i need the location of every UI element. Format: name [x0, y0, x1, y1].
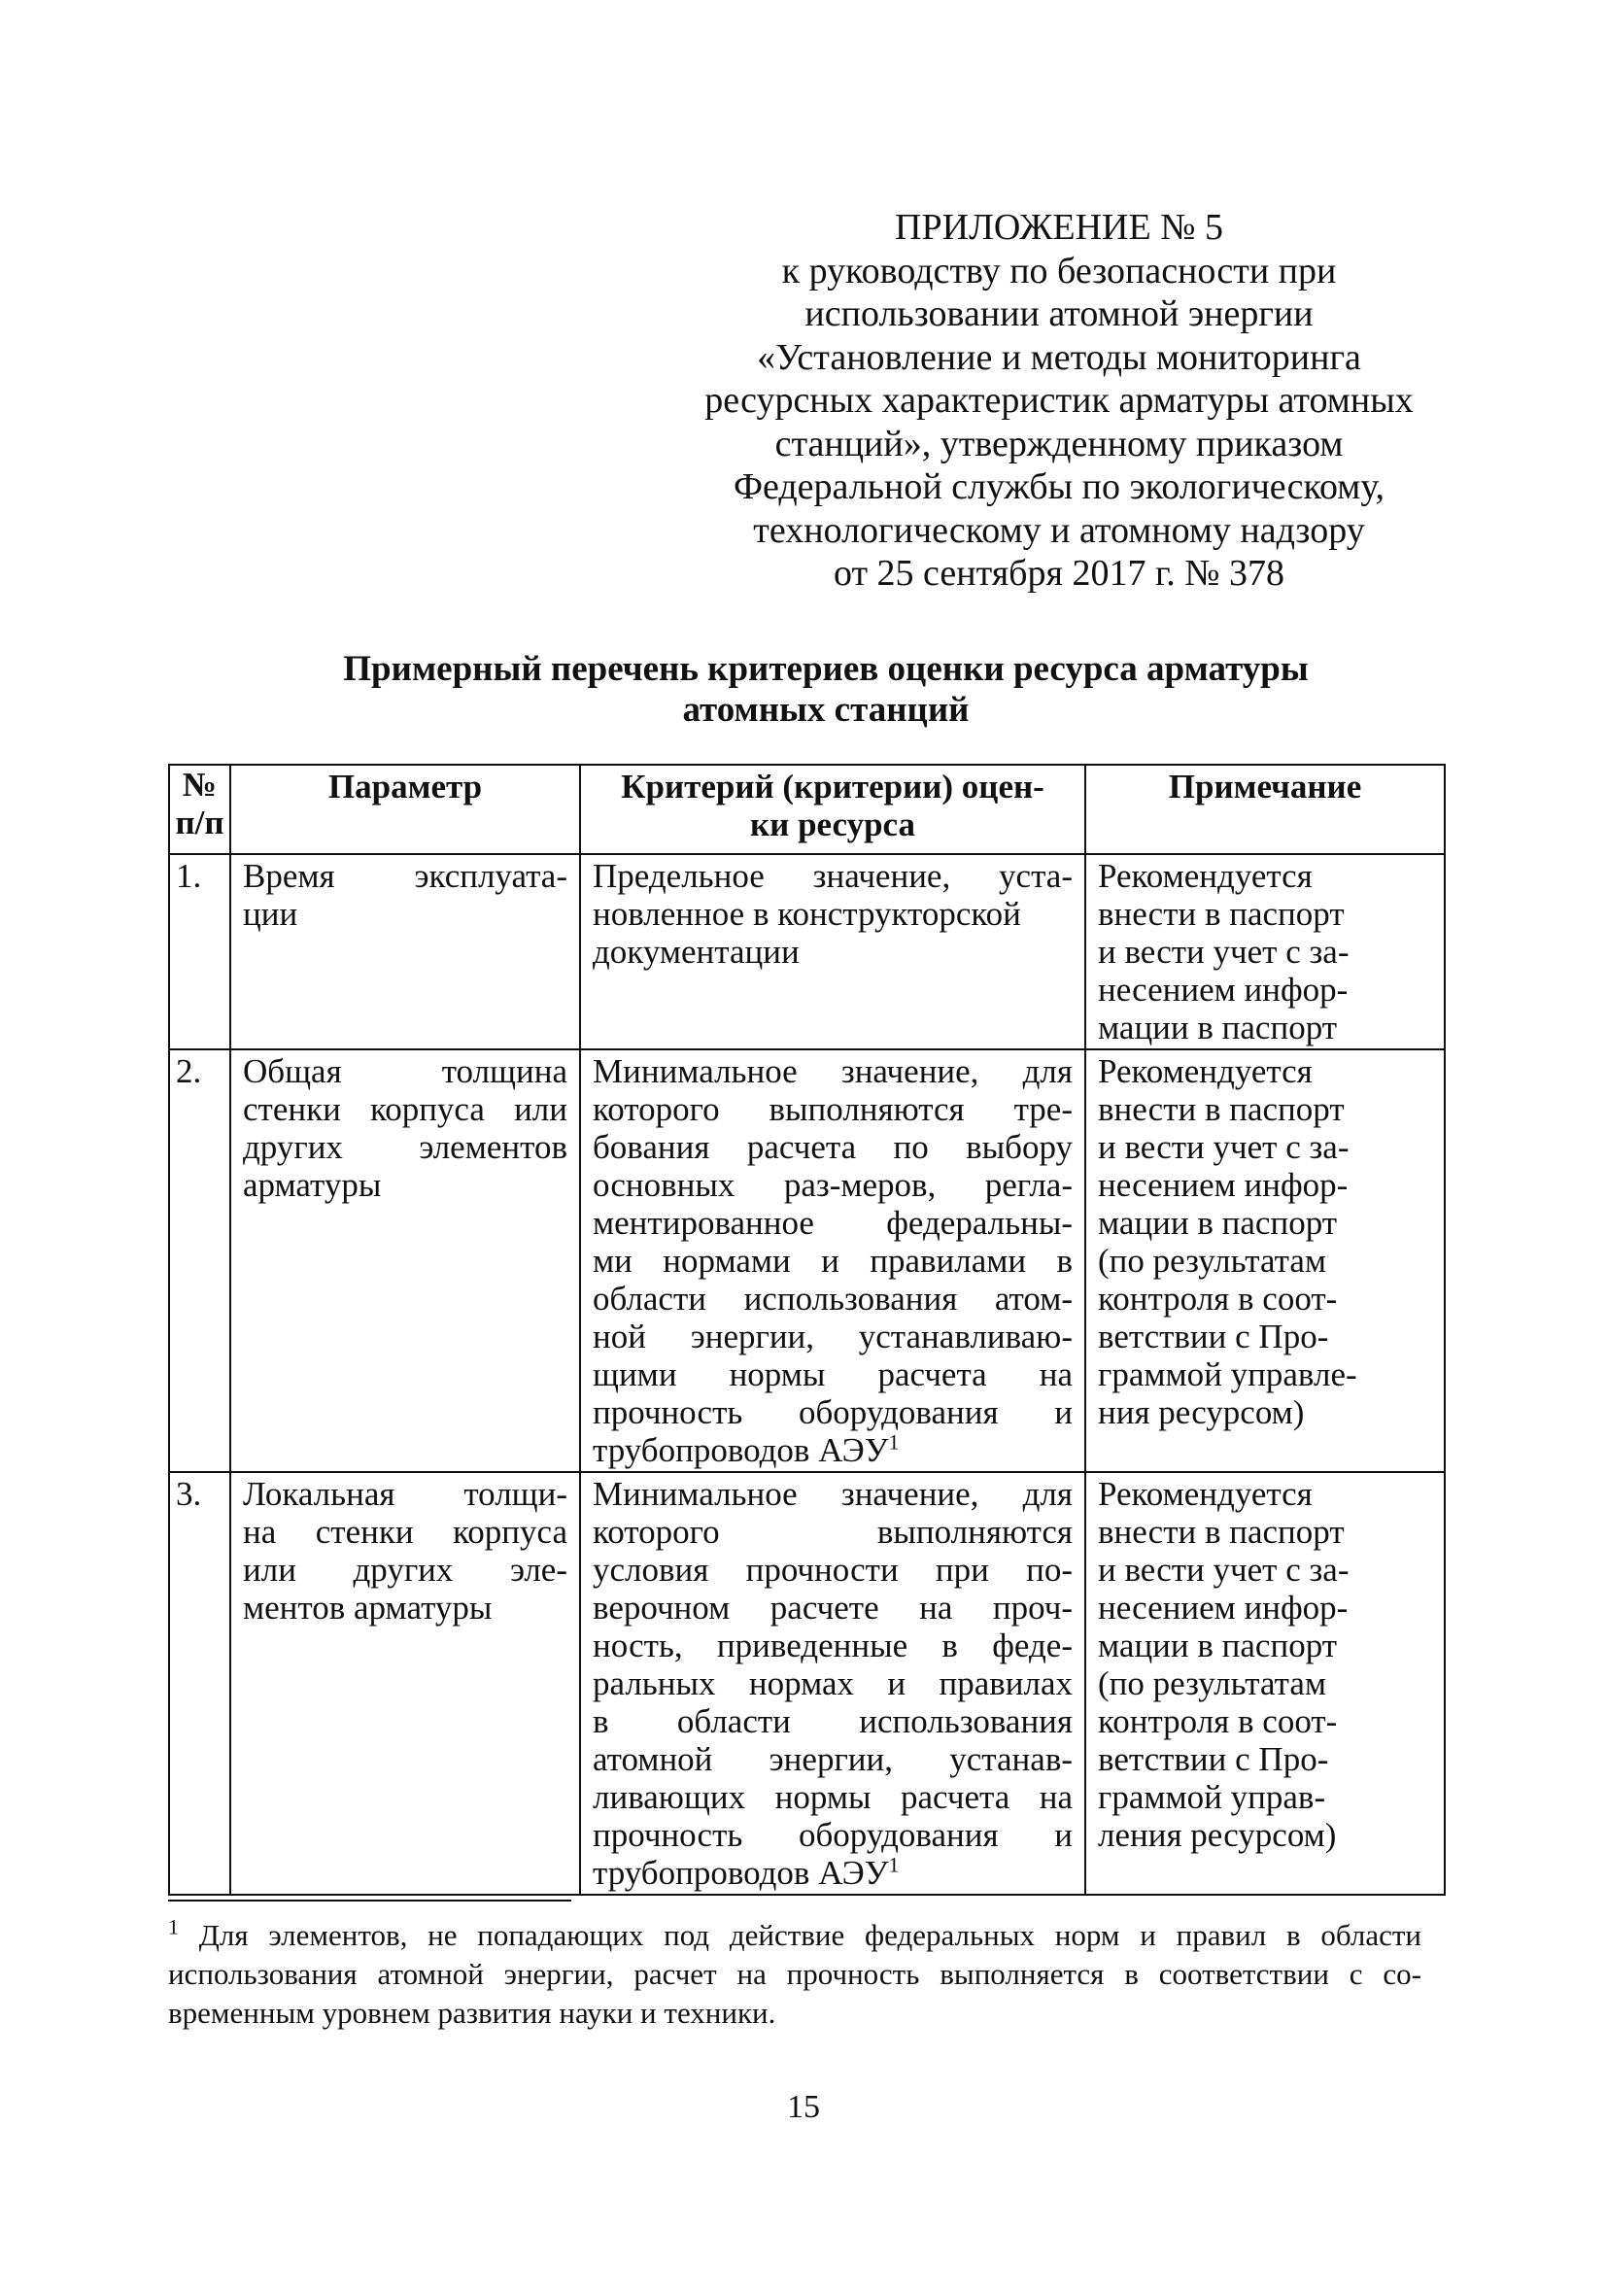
- cell-num: 2.: [169, 1049, 230, 1472]
- header-note: Примечание: [1085, 765, 1445, 854]
- cell-criterion: Предельное значение, уста- новленное в конструкторской документации: [580, 854, 1085, 1049]
- cell-criterion: Минимальное значение, для которого выполняются условия прочности при по- верочном расчете на проч- ность, приведенные в феде- ральных нормах и правилах в области использования атомной энергии, устанав- ливающих нормы расчета на прочность оборудования и трубопроводов АЭУ$^1$: [580, 1472, 1085, 1895]
- table-header-row: [169, 765, 1445, 854]
- appendix-line: от 25 сентября 2017 г. № 378: [833, 553, 1285, 594]
- table-row: [169, 854, 1445, 1049]
- footnote-separator: [168, 1900, 571, 1902]
- cell-note: Рекомендуется внести в паспорт и вести учет с за- несением инфор- мации в паспорт (по результатам контроля в соот- ветствии с Про- граммой управле- ния ресурсом): [1085, 1049, 1445, 1472]
- appendix-line: Федеральной службы по экологическому,: [733, 466, 1385, 507]
- cell-num: 3.: [169, 1472, 230, 1895]
- document-title: [243, 649, 1409, 731]
- table-row: [169, 1472, 1445, 1895]
- title-line: атомных станций: [682, 690, 970, 730]
- table-row: [169, 1049, 1445, 1472]
- footnote-line: использования атомной энергии, расчет на прочность выполняется в соответствии с со-: [168, 1957, 1421, 1991]
- appendix-line: станций», утвержденному приказом: [774, 423, 1344, 464]
- footnote-marker: 1: [168, 1914, 179, 1939]
- cell-num: 1.: [169, 854, 230, 1049]
- cell-note: Рекомендуется внести в паспорт и вести учет с за- несением инфор- мации в паспорт: [1085, 854, 1445, 1049]
- criteria-table: [168, 764, 1446, 1896]
- header-criterion: Критерий (критерии) оцен- ки ресурса: [580, 765, 1085, 854]
- title-line: Примерный перечень критериев оценки ресурса арматуры: [343, 649, 1309, 689]
- appendix-line: ресурсных характеристик арматуры атомных: [704, 380, 1414, 421]
- cell-parameter: Локальная толщи- на стенки корпуса или других эле- ментов арматуры: [230, 1472, 580, 1895]
- cell-note: Рекомендуется внести в паспорт и вести учет с за- несением инфор- мации в паспорт (по результатам контроля в соот- ветствии с Про- граммой управ- ления ресурсом): [1085, 1472, 1445, 1895]
- cell-parameter: Время эксплуата- ции: [230, 854, 580, 1049]
- page-number: 15: [787, 2089, 820, 2125]
- cell-parameter: Общая толщина стенки корпуса или других элементов арматуры: [230, 1049, 580, 1472]
- appendix-header: [670, 206, 1448, 596]
- appendix-line: к руководству по безопасности при: [781, 250, 1337, 291]
- footnote-line: временным уровнем развития науки и техники.: [168, 1996, 776, 2030]
- appendix-line: технологическому и атомному надзору: [753, 509, 1365, 551]
- footnote-line: Для элементов, не попадающих под действие федеральных норм и правил в области: [198, 1918, 1421, 1952]
- appendix-heading: ПРИЛОЖЕНИЕ № 5: [895, 207, 1223, 248]
- appendix-line: «Установление и методы мониторинга: [757, 336, 1361, 378]
- footnote-ref: 1: [888, 1852, 900, 1877]
- cell-criterion: Минимальное значение, для которого выполняются тре- бования расчета по выбору основных раз-меров, регла- ментированное федеральны- ми нормами и правилами в области использования атом- ной энергии, устанавливаю- щими нормы расчета на прочность оборудования и трубопроводов АЭУ$^1$: [580, 1049, 1085, 1472]
- footnote: [168, 1916, 1421, 2033]
- header-num: № п/п: [169, 765, 230, 854]
- header-parameter: Параметр: [230, 765, 580, 854]
- appendix-line: использовании атомной энергии: [804, 293, 1314, 334]
- footnote-ref: 1: [888, 1429, 900, 1455]
